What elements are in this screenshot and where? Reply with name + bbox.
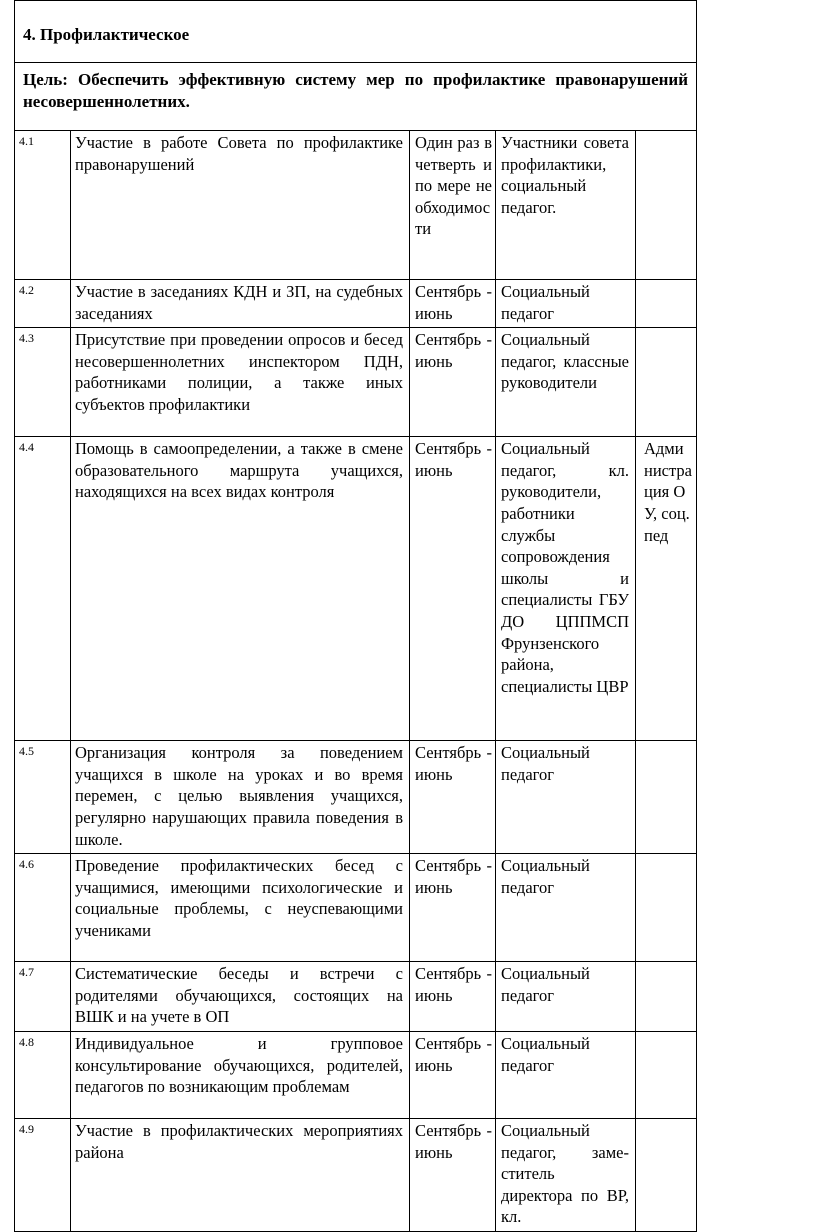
activity-term: Сентябрь - июнь [410,437,496,741]
section-title-row [15,1,697,63]
row-number: 4.2 [15,280,71,328]
table-row [15,280,697,328]
activity-responsible: Социальный педагог [496,741,636,854]
activity-text: Организация контроля за поведением учащихся в школе на уроках и во время перемен, с целью выявления учащихся, регулярно нарушающих правила поведения в школе. [71,741,410,854]
activity-note [636,280,697,328]
activity-term: Сентябрь - июнь [410,1118,496,1231]
activity-term: Один раз в четверть и по мере необходимости [410,131,496,280]
activity-note [636,131,697,280]
table-row [15,854,697,962]
table-row [15,962,697,1032]
row-number: 4.1 [15,131,71,280]
table-row [15,741,697,854]
activity-text: Индивидуальное и групповое консультирование обучающихся, родителей, педагогов по возникающим проблемам [71,1031,410,1118]
prevention-plan-table [14,0,697,1232]
activity-term: Сентябрь - июнь [410,854,496,962]
activity-term: Сентябрь - июнь [410,741,496,854]
table-row [15,131,697,280]
section-goal: Цель: Обеспечить эффективную систему мер по профилактике правонарушений несовершеннолетних. [15,63,697,131]
activity-term: Сентябрь - июнь [410,1031,496,1118]
section-title: 4. Профилактическое [15,1,697,63]
activity-responsible: Социальный педагог [496,1031,636,1118]
row-number: 4.4 [15,437,71,741]
activity-responsible: Социальный педагог, классные руководители [496,328,636,437]
row-number: 4.5 [15,741,71,854]
activity-responsible: Социальный педагог [496,962,636,1032]
activity-term: Сентябрь - июнь [410,328,496,437]
activity-responsible: Социальный педагог [496,854,636,962]
activity-term: Сентябрь - июнь [410,962,496,1032]
activity-note [636,1031,697,1118]
activity-note [636,962,697,1032]
table-row [15,328,697,437]
activity-text: Участие в профилактических мероприятиях района [71,1118,410,1231]
activity-responsible: Социальный педагог, заме-ститель директора по ВР, кл. [496,1118,636,1231]
table-row [15,1031,697,1118]
activity-text: Участие в заседаниях КДН и ЗП, на судебных заседаниях [71,280,410,328]
row-number: 4.3 [15,328,71,437]
row-number: 4.8 [15,1031,71,1118]
row-number: 4.6 [15,854,71,962]
row-number: 4.7 [15,962,71,1032]
activity-note: Администрация ОУ, соц. пед [636,437,697,741]
activity-responsible: Социальный педагог, кл. руководители, работники службы сопровождения школы и специалисты ГБУ ДО ЦППМСП Фрунзенского района, специалисты ЦВР [496,437,636,741]
activity-responsible: Участники совета профилактики, социальный педагог. [496,131,636,280]
activity-term: Сентябрь - июнь [410,280,496,328]
activity-responsible: Социальный педагог [496,280,636,328]
activity-text: Участие в работе Совета по профилактике правонарушений [71,131,410,280]
activity-text: Систематические беседы и встречи с родителями обучающихся, состоящих на ВШК и на учете в ОП [71,962,410,1032]
activity-note [636,741,697,854]
activity-text: Проведение профилактических бесед с учащимися, имеющими психологические и социальные проблемы, с неуспевающими учениками [71,854,410,962]
goal-row [15,63,697,131]
activity-note [636,1118,697,1231]
row-number: 4.9 [15,1118,71,1231]
table-row [15,1118,697,1231]
activity-note [636,854,697,962]
activity-text: Помощь в самоопределении, а также в смене образовательного маршрута учащихся, находящихся на всех видах контроля [71,437,410,741]
activity-note [636,328,697,437]
activity-text: Присутствие при проведении опросов и бесед несовершеннолетних инспектором ПДН, работниками полиции, а также иных субъектов профилактики [71,328,410,437]
table-row [15,437,697,741]
